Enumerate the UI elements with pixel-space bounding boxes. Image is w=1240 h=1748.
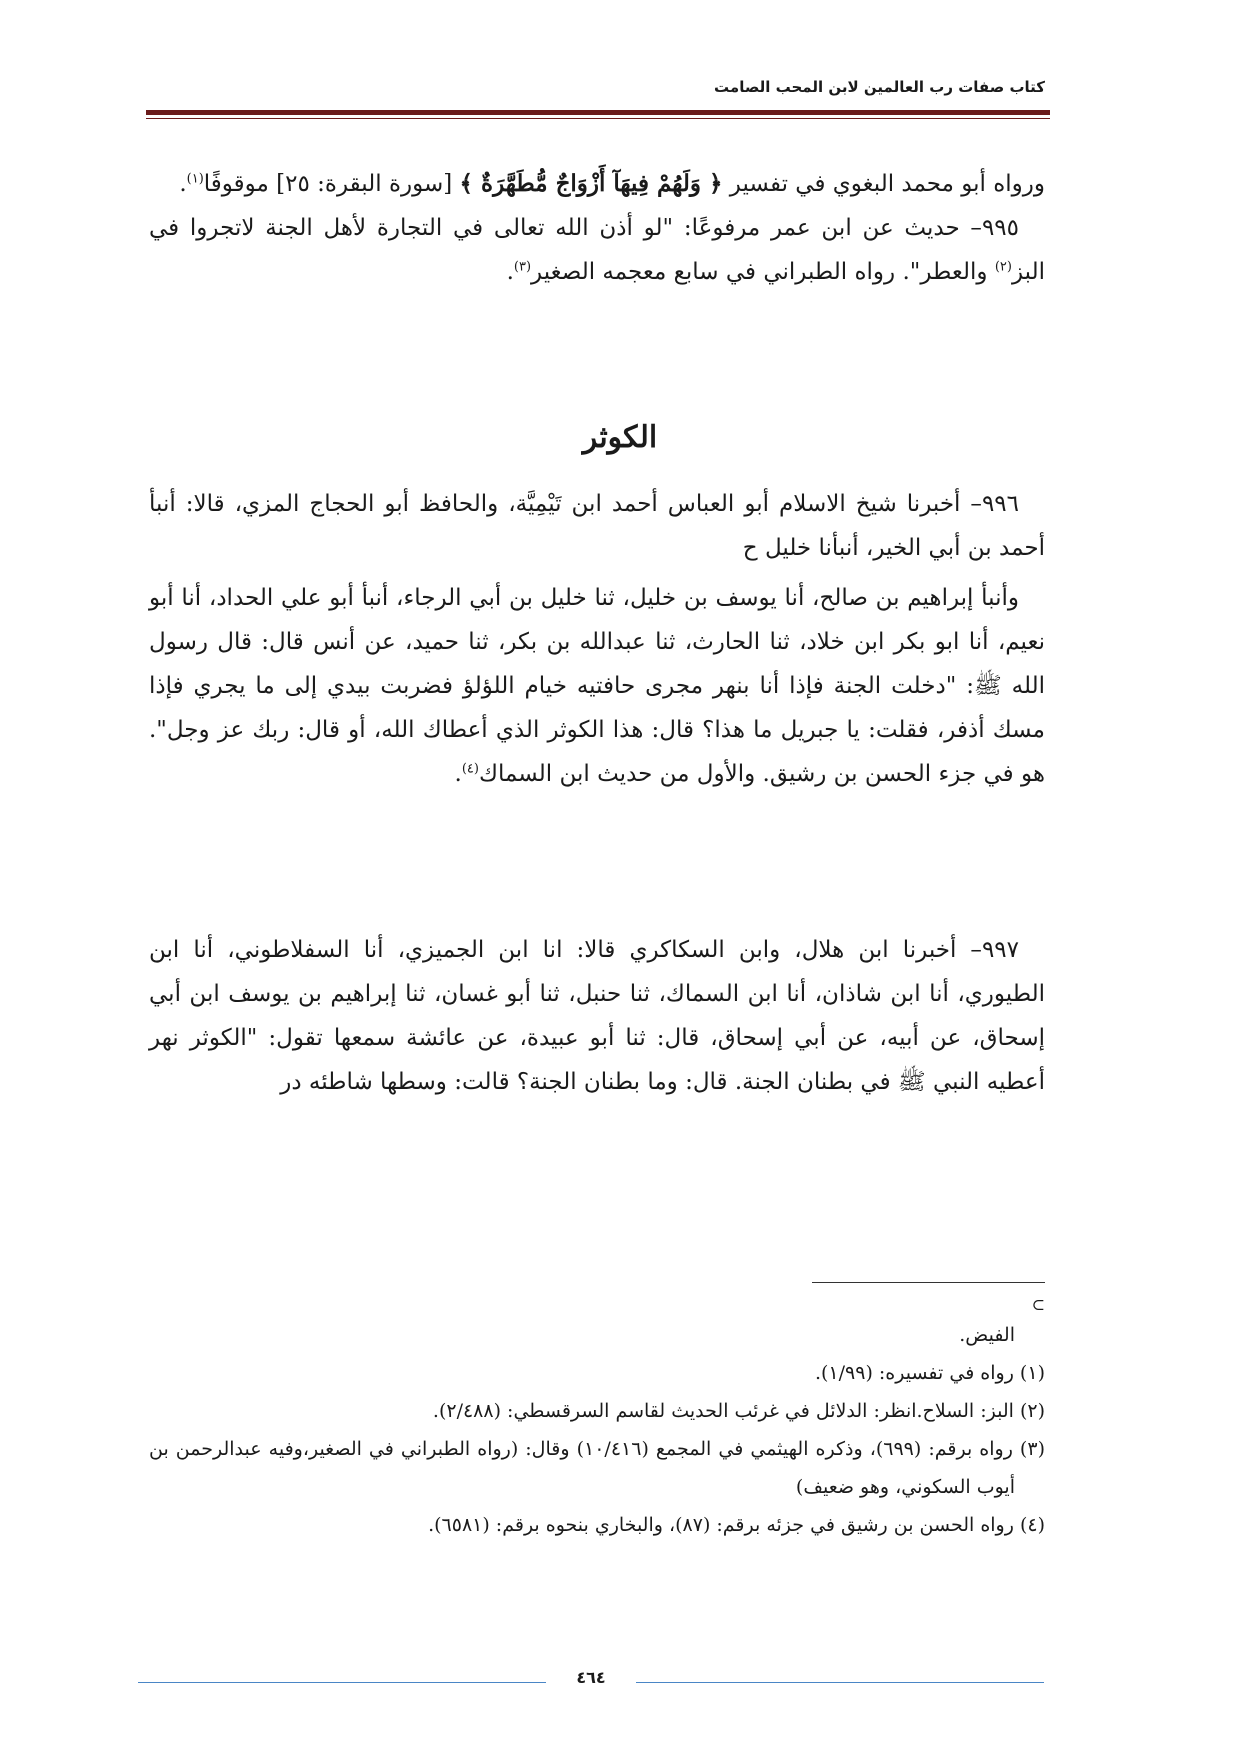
footnote-2: (٢) البز: السلاح.انظر: الدلائل في غرئب الحديث لقاسم السرقسطي: (٢/٤٨٨). xyxy=(432,1400,1045,1422)
running-header: كتاب صفات رب العالمين لابن المحب الصامت xyxy=(714,78,1045,96)
header-rule-thin xyxy=(146,118,1050,119)
footer-rule-left xyxy=(138,1682,546,1683)
footnote-continuation: الفيض. xyxy=(959,1324,1015,1346)
hadith-997-block xyxy=(149,928,1045,1104)
intro-block xyxy=(149,162,1045,294)
hadith-995-text: ٩٩٥– حديث عن ابن عمر مرفوعًا: "لو أذن الله تعالى في التجارة لأهل الجنة لاتجروا في البز xyxy=(149,215,1045,285)
quran-verse: ﴿ وَلَهُمْ فِيهَآ أَزْوَاجٌ مُّطَهَّرَةٌ ﴾ xyxy=(459,170,723,197)
footnote-rule xyxy=(812,1282,1045,1283)
footnote-ref-3: (٣) xyxy=(513,259,532,275)
footnote-4: (٤) رواه الحسن بن رشيق في جزئه برقم: (٨٧)، والبخاري بنحوه برقم: (٦٥٨١). xyxy=(428,1514,1045,1536)
hadith-995 xyxy=(149,206,1045,294)
hadith-997-text: ٩٩٧– أخبرنا ابن هلال، وابن السكاكري قالا: انا ابن الجميزي، أنا السفلاطوني، أنا ابن الطيوري، أنا ابن شاذان، أنا ابن السماك، ثنا حنبل، ثنا أبو غسان، ثنا إبراهيم بن يوسف ابن أبي إسحاق، عن أبيه، عن أبي إسحاق، قال: ثنا أبو عبيدة، عن عائشة سمعها تقول: "الكوثر نهر أعطيه النبي ﷺ في بطنان الجنة. قال: وما بطنان الجنة؟ قالت: وسطها شاطئه در xyxy=(149,937,1045,1095)
intro-text-post: [سورة البقرة: ٢٥] موقوفًا xyxy=(203,171,453,197)
hadith-995-end: . xyxy=(506,259,514,285)
footnote-ref-1: (١) xyxy=(186,171,204,187)
intro-text: ورواه أبو محمد البغوي في تفسير xyxy=(729,171,1045,197)
page-number: ٤٦٤ xyxy=(576,1668,606,1687)
hadith-996-block xyxy=(149,482,1045,796)
intro-end: . xyxy=(179,171,187,197)
header-rule-thick xyxy=(146,110,1050,115)
hadith-996-text: وأنبأ إبراهيم بن صالح، أنا يوسف بن خليل، ثنا خليل بن أبي الرجاء، أنبأ أبو علي الحداد، أنا أبو نعيم، أنا ابو بكر ابن خلاد، ثنا الحارث، ثنا عبدالله بن بكر، ثنا حميد، عن أنس قال: قال رسول الله ﷺ: "دخلت الجنة فإذا أنا بنهر مجرى حافتيه خيام اللؤلؤ فضربت بيدي إلى ما يجري فإذا مسك أذفر، فقلت: يا جبريل ما هذا؟ قال: هذا الكوثر الذي أعطاك الله، أو قال: ربك عز وجل". هو في جزء الحسن بن رشيق. والأول من حديث ابن السماك xyxy=(149,585,1045,787)
intro-paragraph xyxy=(149,162,1045,206)
footnote-ref-4: (٤) xyxy=(461,761,479,777)
hadith-995-mid: والعطر". رواه الطبراني في سابع معجمه الصغير xyxy=(531,259,995,285)
footnote-1: (١) رواه في تفسيره: (١/٩٩). xyxy=(814,1362,1045,1384)
hadith-996-body xyxy=(149,576,1045,796)
hadith-996-end: . xyxy=(454,761,462,787)
hadith-996-intro: ٩٩٦– أخبرنا شيخ الاسلام أبو العباس أحمد ابن تَيْمِيَّة، والحافظ أبو الحجاج المزي، قالا: أنبأ أحمد بن أبي الخير، أنبأنا خليل ح xyxy=(149,491,1045,561)
footer-rule-right xyxy=(636,1682,1044,1683)
footnote-continuation-sign: ⊃ xyxy=(1031,1295,1045,1314)
footnotes xyxy=(149,1294,1045,1544)
section-heading: الكوثر xyxy=(582,420,658,455)
footnote-ref-2: (٢) xyxy=(994,259,1012,275)
footnote-3: (٣) رواه برقم: (٦٩٩)، وذكره الهيثمي في المجمع (١٠/٤١٦) وقال: (رواه الطبراني في الصغير،وفيه عبدالرحمن بن أيوب السكوني، وهو ضعيف) xyxy=(149,1438,1045,1498)
